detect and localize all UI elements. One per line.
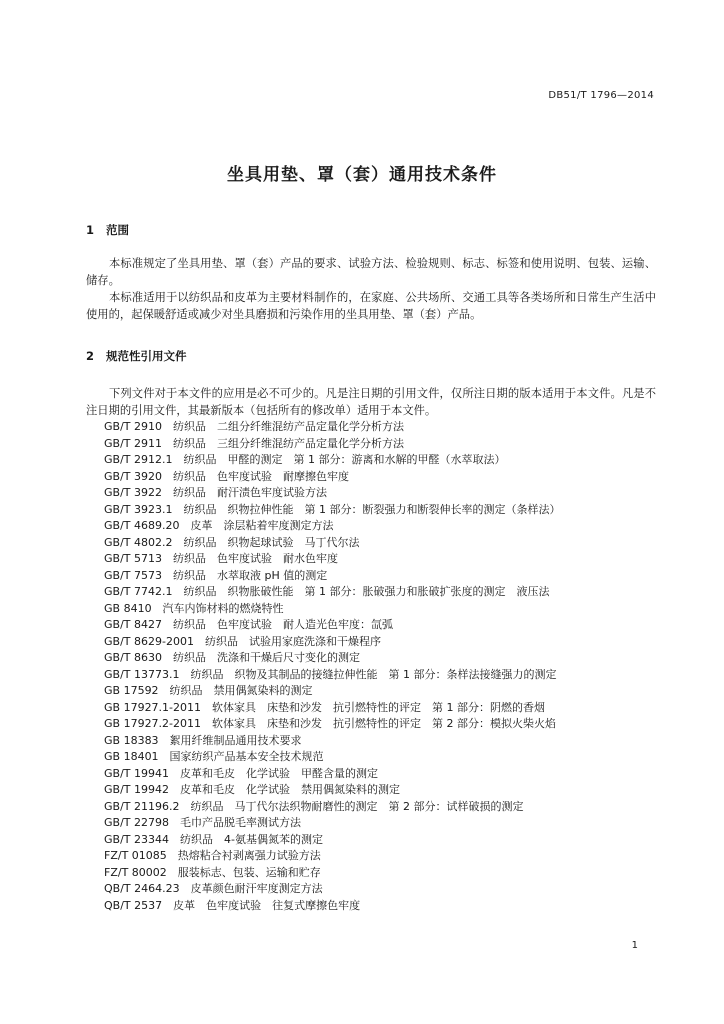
scope-paragraph-1: 本标准规定了坐具用垫、罩（套）产品的要求、试验方法、检验规则、标志、标签和使用说明、包装、运输、储存。 [86,257,656,287]
section-number: 1 [86,223,95,237]
page-number: 1 [631,940,638,951]
reference-item: GB/T 3922 纺织品 耐汗渍色牢度试验方法 [104,486,327,499]
section-heading-scope [86,222,129,238]
reference-item: FZ/T 80002 服装标志、包装、运输和贮存 [104,865,321,879]
section-title: 范围 [106,223,129,237]
reference-item: GB/T 2912.1 纺织品 甲醛的测定 第 1 部分：游离和水解的甲醛（水萃取法） [104,453,506,466]
reference-item: GB/T 19942 皮革和毛皮 化学试验 禁用偶氮染料的测定 [104,783,400,796]
references-intro-paragraph: 下列文件对于本文件的应用是必不可少的。凡是注日期的引用文件，仅所注日期的版本适用于本文件。凡是不注日期的引用文件，其最新版本（包括所有的修改单）适用于本文件。 [86,387,656,417]
reference-item: GB/T 4802.2 纺织品 织物起球试验 马丁代尔法 [104,535,360,549]
reference-item: GB 17927.2-2011 软体家具 床垫和沙发 抗引燃特性的评定 第 2 部分：模拟火柴火焰 [104,717,557,730]
section-title: 规范性引用文件 [106,349,187,363]
reference-item: GB/T 21196.2 纺织品 马丁代尔法织物耐磨性的测定 第 2 部分：试样破损的测定 [104,799,524,813]
reference-item: GB/T 8629-2001 纺织品 试验用家庭洗涤和干燥程序 [104,634,381,648]
reference-item: GB 18401 国家纺织产品基本安全技术规范 [104,750,324,763]
reference-item: GB/T 23344 纺织品 4-氨基偶氮苯的测定 [104,832,323,846]
reference-item: GB 17592 纺织品 禁用偶氮染料的测定 [104,684,313,697]
reference-item: GB/T 7573 纺织品 水萃取液 pH 值的测定 [104,568,328,582]
reference-item: GB/T 3923.1 纺织品 织物拉伸性能 第 1 部分：断裂强力和断裂伸长率的测定（条样法） [104,502,561,516]
scope-paragraph-2: 本标准适用于以纺织品和皮革为主要材料制作的，在家庭、公共场所、交通工具等各类场所和日常生产生活中使用的，起保暖舒适或减少对坐具磨损和污染作用的坐具用垫、罩（套）产品。 [86,291,656,321]
standard-code: DB51/T 1796—2014 [548,90,654,101]
reference-item: GB/T 2911 纺织品 三组分纤维混纺产品定量化学分析方法 [104,436,404,450]
reference-item: GB/T 22798 毛巾产品脱毛率测试方法 [104,816,301,829]
section-heading-normative-references [86,348,187,364]
reference-item: QB/T 2464.23 皮革颜色耐汗牢度测定方法 [104,882,323,895]
reference-item: GB/T 19941 皮革和毛皮 化学试验 甲醛含量的测定 [104,766,378,780]
reference-item: QB/T 2537 皮革 色牢度试验 往复式摩擦色牢度 [104,898,361,912]
reference-item: GB/T 5713 纺织品 色牢度试验 耐水色牢度 [104,552,338,565]
reference-item: GB/T 7742.1 纺织品 织物胀破性能 第 1 部分：胀破强力和胀破扩张度的测定 液压法 [104,585,550,598]
reference-item: GB 17927.1-2011 软体家具 床垫和沙发 抗引燃特性的评定 第 1 部分：阴燃的香烟 [104,700,546,714]
reference-item: GB/T 8427 纺织品 色牢度试验 耐人造光色牢度：氙弧 [104,618,393,631]
reference-item: GB/T 3920 纺织品 色牢度试验 耐摩擦色牢度 [104,469,349,483]
reference-list [104,419,664,914]
reference-item: GB 8410 汽车内饰材料的燃烧特性 [104,601,284,615]
section-number: 2 [86,349,95,363]
reference-item: GB 18383 絮用纤维制品通用技术要求 [104,733,302,747]
reference-item: GB/T 2910 纺织品 二组分纤维混纺产品定量化学分析方法 [104,420,404,433]
reference-item: GB/T 8630 纺织品 洗涤和干燥后尺寸变化的测定 [104,651,360,664]
reference-item: FZ/T 01085 热熔粘合衬剥离强力试验方法 [104,849,321,862]
reference-item: GB/T 13773.1 纺织品 织物及其制品的接缝拉伸性能 第 1 部分：条样法接缝强力的测定 [104,667,557,681]
reference-item: GB/T 4689.20 皮革 涂层粘着牢度测定方法 [104,519,334,532]
document-title: 坐具用垫、罩（套）通用技术条件 [227,165,497,185]
